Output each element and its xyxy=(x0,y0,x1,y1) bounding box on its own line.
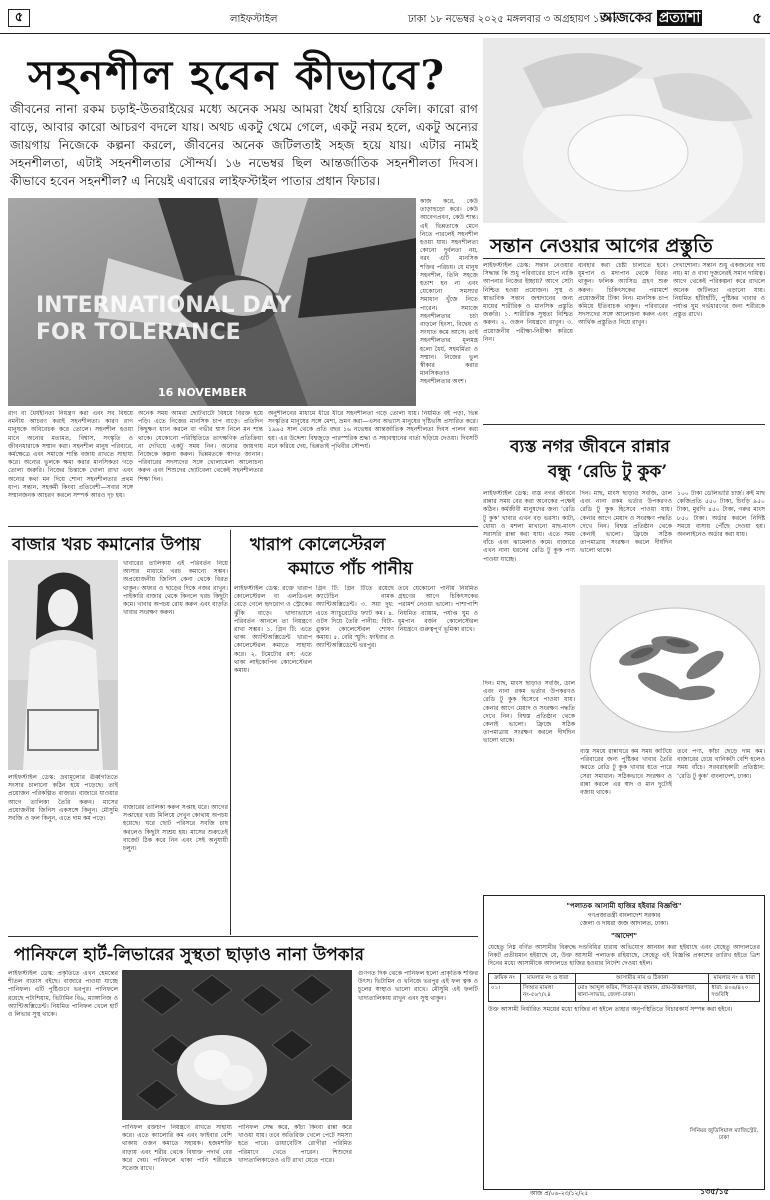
notice-signer: সিনিয়র জুডিসিয়াল ম্যাজিস্ট্রেট, ঢাকা xyxy=(689,1128,759,1141)
divider xyxy=(483,258,765,259)
logo-part-a: আজকের xyxy=(600,10,652,26)
pregnancy-image xyxy=(483,38,765,223)
image-date: 16 NOVEMBER xyxy=(158,386,247,399)
table-header-cell: ক্রমিক নং xyxy=(489,973,521,983)
tolerance-day-image xyxy=(8,198,416,406)
main-body-col-4: অনুশীলনের মাধ্যমে ধীরে ধীরে সহনশীলতা গড়ে তোলা যায়। নিয়মিত বই পড়া, ভিন্ন সংস্কৃতির মানুষের সঙ্গে মেশা, ভ্রমণ করা—এসব অভ্যাস মানুষের দৃষ্টিভঙ্গি প্রসারিত করে। ১৯৯৫ সাল থেকে প্রতি বছর ১৬ নভেম্বর আন্তর্জাতিক সহনশীলতা দিবস পালন করা হয়। এর উদ্দেশ্য বিশ্বজুড়ে পারস্পরিক শ্রদ্ধা ও সহাবস্থানের বার্তা ছড়িয়ে দেওয়া। দিবসটি মনে করিয়ে দেয়, ভিন্নতাই পৃথিবীর সৌন্দর্য। xyxy=(268,410,478,450)
pregnant-belly-illustration xyxy=(483,38,765,223)
divider xyxy=(483,424,765,425)
panifol-headline: পানিফলে হার্ট-লিভারের সুস্থতা ছাড়াও নানা উপকার xyxy=(14,945,364,965)
ready-cook-fish-image xyxy=(580,585,765,745)
image-caption-line-1: INTERNATIONAL DAY xyxy=(36,293,292,318)
notice-title: "পলাতক আসামী হাজির হইবার বিজ্ঞপ্তি" xyxy=(566,902,682,910)
main-body-col-2: অনেক সময় আমরা ছোটখাটো বিষয়ে বিরক্ত হয়ে পড়ি। এতে নিজের মানসিক চাপ বাড়ে। প্রতিদিন কিছুক্ষণ ধ্যান করলে বা গভীর শ্বাস নিলে মন শান্ত থাকে। যেকোনো পরিস্থিতিতে তাৎক্ষণিক প্রতিক্রিয়া না দেখিয়ে একটু সময় নিন। অন্যের জায়গায় নিজেকে কল্পনা করুন। ভিন্নমতকে স্বাগত জানান। পরিবারের সদস্যদের সঙ্গে খোলামেলা আলোচনা করুন এবং শিশুদের ছোটবেলা থেকেই সহনশীলতার শিক্ষা দিন। xyxy=(138,410,263,483)
notice-body: যেহেতু নিম্ন বর্ণিত আসামীর বিরুদ্ধে দণ্ডবিধির ধারায় অভিযোগ আনয়ন করা হইয়াছে এবং যেহেতু আদালতের নিকট প্রতীয়মান হইয়াছে যে, উক্ত আসামী পলাতক রহিয়াছে, সেহেতু এই বিজ্ঞপ্তি প্রকাশের তারিখ হইতে ত্রিশ দিনের মধ্যে আসামীকে আদালতে হাজির হওয়ার নির্দেশ দেওয়া হইল। xyxy=(488,944,760,968)
cholesterol-body-col-2: গ্রিন টি: গ্রিন টিতে রয়েছে ক্যাটেচিন নামক অ্যান্টিঅক্সিডেন্ট। ৩. সয়া দুধ: এতে স্যাচুরেটেড ফ্যাট কম। ৪. ওটস দিয়ে তৈরি পানীয়: বিটা-গ্লুকান কোলেস্টেরল শোষণ কমায়। ৫. বেরি স্মুদি: ফাইবার ও অ্যান্টিঅক্সিডেন্টে ভরপুর। xyxy=(316,585,394,650)
ready-cook-headline-1: ব্যস্ত নগর জীবনে রান্নার xyxy=(510,437,670,457)
panifol-body-col-4: গুণগত দিক থেকে পানিফল হলো প্রাকৃতিক শক্তির উৎস। ভিটামিন ও খনিজে ভরপুর এই ফল ত্বক ও চুলের স্বাস্থ্যও ভালো রাখে। মৌসুমি এই ফলটি খাদ্যতালিকায় রাখুন এবং সুস্থ থাকুন। xyxy=(358,970,478,1002)
ready-cook-headline-2: বন্ধু ‘রেডি টু কুক’ xyxy=(548,462,668,482)
main-body-col-3: কাজ করে, কেউ তাড়াহুড়ো করে। কেউ আবেগপ্রবণ, কেউ শান্ত। এই ভিন্নতাকে মেনে নিতে পারলেই সহনশীল হওয়া যায়। সহনশীলতা কোনো দুর্বলতা নয়, বরং এটি মানসিক শক্তির পরিচয়। যে মানুষ সহনশীল, তিনি সহজে হতাশ হন না এবং যেকোনো সমস্যার সমাধান খুঁজে নিতে পারেন। সমাজে সহনশীলতার চর্চা বাড়লে হিংসা, বিদ্বেষ ও সংঘাত কমে আসে। তাই সহনশীলতার মূলমন্ত্র হলো ধৈর্য, সহমর্মিতা ও সম্মান। নিজের ভুল স্বীকার করার মানসিকতাও সহনশীলতার অংশ। xyxy=(420,198,478,386)
ready-cook-body-col-5: তবে পণ্য, কাঁচা ছেড়ে দাম কম। বাজারের চেয়ে খানিকটা বেশি হলেও সময় বাঁচে। সরবরাহকারী প্রতিষ্ঠান: ‘রেডি টু কুক’ বাংলাদেশ, ঢাকা। xyxy=(677,748,765,780)
notice-line-2: জেলা ও দায়রা জজ আদালত, ঢাকা। xyxy=(579,920,669,927)
panifol-body-col-2: পানিফল রক্তচাপ নিয়ন্ত্রণে রাখতে সাহায্য করে। এতে ক্যালোরি কম এবং ফাইবার বেশি থাকায় ওজন কমাতে সহায়ক। হজমশক্তি বাড়ায় এবং শরীর থেকে বিষাক্ত পদার্থ বের করে দেয়। পানিফলে থাকা পানি শরীরকে সতেজ রাখে। xyxy=(122,1124,232,1173)
image-caption-line-2: FOR TOLERANCE xyxy=(36,320,241,345)
ready-cook-body-col-2: দিন। মাছ, মাংস ছাড়াও সবজি, ডাল এবং নানা রকম ভর্তার উপকরণও রেডি টু কুক হিসেবে পাওয়া যায়। কেনার আগে মেয়াদ ও সংরক্ষণ পদ্ধতি দেখে নিন। বিশ্বস্ত প্রতিষ্ঠান থেকে কেনাই ভালো। ফ্রিজে সঠিক তাপমাত্রায় সংরক্ষণ করলে দীর্ঘদিন ভালো থাকে। xyxy=(580,490,672,555)
notice-table xyxy=(488,973,760,1002)
bazar-headline: বাজার খরচ কমানোর উপায় xyxy=(12,535,201,555)
ready-cook-body-col-1: লাইফস্টাইল ডেস্ক: ব্যস্ত নগর জীবনে রান্নার সময় বের করা অনেকের পক্ষেই কঠিন। কর্মজীবী মানুষদের জন্য ‘রেডি টু কুক’ খাবার এখন বড় ভরসা। কাটা, ধোয়া ও মশলা মাখানো মাছ-মাংস সরাসরি রান্না করা যায়। এতে সময় বাঁচে এবং ঝামেলাও কমে। বাজারে এখন নানা ধরনের রেডি টু কুক পণ্য পাওয়া যাচ্ছে। xyxy=(483,490,575,563)
dateline: ঢাকা ১৮ নভেম্বর ২০২৫ মঙ্গলবার ৩ অগ্রহায়ণ ১৪৩২ xyxy=(408,14,619,25)
main-body-col-1: রাগ বা ধৈর্যহীনতা নিয়ন্ত্রণ করা এবং সব বিষয়ে নমনীয় আচরণ করাই সহনশীলতা। কারণ রাগ মানুষকে অবিবেচক করে তোলে। সহনশীল হওয়া মানে অন্যের মতামত, বিশ্বাস, সংস্কৃতি ও জীবনধারাকে সম্মান করা। সহনশীল মানুষ পরিবারে, কর্মক্ষেত্রে এবং সমাজে শান্তি বজায় রাখতে সাহায্য করে। অন্যের ভুলকে ক্ষমা করার মানসিকতা গড়ে তোলা জরুরি। নিজের চিন্তাকে খোলা রাখা এবং অন্যের কথা মন দিয়ে শোনা সহনশীলতার প্রথম ধাপ। সন্তান, সহকর্মী কিংবা প্রতিবেশী—সবার সঙ্গে সম্মানজনক আচরণ করলে সম্পর্ক আরও দৃঢ় হয়। xyxy=(8,410,133,500)
notice-code: আজ প্র/০৬-২৩/১২/২৫ xyxy=(530,1190,589,1197)
cholesterol-body-col-1: লাইফস্টাইল ডেস্ক: রক্তে খারাপ কোলেস্টেরল বা এলডিএল বেড়ে গেলে হৃদরোগ ও স্ট্রোকের ঝুঁকি বাড়ে। খাদ্যাভ্যাসে পরিবর্তন আনলে তা নিয়ন্ত্রণে রাখা সম্ভব। ১. গ্রিন টি: এতে থাকা অ্যান্টিঅক্সিডেন্ট খারাপ কোলেস্টেরল কমাতে সাহায্য করে। ২. টমেটোর রস: এতে থাকা লাইকোপিন কোলেস্টেরল কমায়। xyxy=(234,585,312,675)
table-header-cell: আসামীর নাম ও ঠিকানা xyxy=(575,973,709,983)
pregnancy-body-col-1: লাইফস্টাইল ডেস্ক: সন্তান নেওয়ার সিদ্ধান্ত কি শুধু পরিবারের চাপে নাকি আপনার নিজের ইচ্ছায়? আগে সেটা নিশ্চিত হওয়া প্রয়োজন। সুস্থ ও স্বাভাবিক সন্তান জন্মদানের জন্য মায়ের শারীরিক ও মানসিক প্রস্তুতি জরুরি। ১. শারীরিক সুস্থতা নিশ্চিত করুন। ২. ওজন নিয়ন্ত্রণে রাখুন। ৩. প্রয়োজনীয় পরীক্ষা-নিরীক্ষা করিয়ে নিন। xyxy=(483,262,573,343)
bazar-body-col-3: বাজারের তালিকা করুন সপ্তাহ ধরে। আগের সপ্তাহের খরচ মিলিয়ে দেখুন কোথায় অপচয় হয়েছে। ঘরে ছোট পরিসরে সবজি চাষ করলেও কিছুটা সাশ্রয় হয়। মাসের শুরুতেই বাজেট ঠিক করে নিন এবং সেই অনুযায়ী চলুন। xyxy=(123,804,228,853)
table-row xyxy=(489,984,760,1002)
panifol-image xyxy=(122,970,352,1120)
table-header-row xyxy=(489,973,760,983)
main-headline: সহনশীল হবেন কীভাবে? xyxy=(28,52,446,99)
pregnancy-body-col-2: ব্যবহার করা চেষ্টা চালাতে হবে। ধূমপান ও মদ্যপান থেকে বিরত থাকুন। ফলিক অ্যাসিড গ্রহণ শুরু করুন। চিকিৎসকের পরামর্শে প্রয়োজনীয় টিকা নিন। মানসিক চাপ কমিয়ে ইতিবাচক থাকুন। পরিবারের সদস্যদের সঙ্গে আলোচনা করুন এবং আর্থিক প্রস্তুতিও নিয়ে রাখুন। xyxy=(578,262,668,327)
table-cell: সিআর মামলা নং-৫৬৭/২৪ xyxy=(521,984,576,1002)
cholesterol-body-col-3: তবে যেকোনো পানীয় নিয়মিত গ্রহণের আগে চিকিৎসকের পরামর্শ নেওয়া ভালো। পাশাপাশি নিয়মিত ব্যায়াম, পর্যাপ্ত ঘুম ও ধূমপান বর্জন কোলেস্টেরল নিয়ন্ত্রণে গুরুত্বপূর্ণ ভূমিকা রাখে। xyxy=(398,585,478,634)
pregnancy-body-col-3: দেখাশোনা। সন্তান শুধু একজনের দায় নয়। মা ও বাবা দুজনেরই সমান দায়িত্ব। আগে থেকেই পরিকল্পনা করে রাখলে অনেক জটিলতা এড়ানো যায়। নিয়মিত হাঁটাহাঁটি, পুষ্টিকর খাবার ও পর্যাপ্ত ঘুম গর্ভধারণের জন্য শরীরকে প্রস্তুত রাখে। xyxy=(673,262,765,319)
cholesterol-headline-2: কমাতে পাঁচ পানীয় xyxy=(288,559,413,579)
court-notice xyxy=(483,895,765,1190)
main-lead: জীবনের নানা রকম চড়াই-উতরাইয়ের মধ্যে অনেক সময় আমরা ধৈর্য হারিয়ে ফেলি। কারো রাগ বাড়ে, আবার কারো আচরণ বদলে যায়। অথচ একটু থেমে গেলে, একটু নরম হলে, একটু অন্যের জায়গায় নিজেকে কল্পনা করলে, জীবনের অনেক জটিলতাই সহজ হয়ে যায়। এটার নামই সহনশীলতা, এটাই সহনশীলতার সৌন্দর্য। ১৬ নভেম্বর ছিল আন্তর্জাতিক সহনশীলতা দিবস। কীভাবে হবেন সহনশীল? এ নিয়েই এবারের লাইফস্টাইল পাতার প্রধান ফিচার। xyxy=(10,102,478,188)
masthead-logo xyxy=(600,6,702,30)
divider xyxy=(8,526,478,527)
column-divider xyxy=(230,530,231,935)
ready-cook-body-col-1b: দিন। মাছ, মাংস ছাড়াও সবজি, ডাল এবং নানা রকম ভর্তার উপকরণও রেডি টু কুক হিসেবে পাওয়া যায়। কেনার আগে মেয়াদ ও সংরক্ষণ পদ্ধতি দেখে নিন। বিশ্বস্ত প্রতিষ্ঠান থেকে কেনাই ভালো। ফ্রিজে সঠিক তাপমাত্রায় সংরক্ষণ করলে দীর্ঘদিন ভালো থাকে। xyxy=(483,680,575,745)
cholesterol-headline-1: খারাপ কোলেস্টেরল xyxy=(250,535,386,555)
notice-line-1: গণপ্রজাতন্ত্রী বাংলাদেশ সরকার xyxy=(587,912,661,919)
page-number-right: ৫ xyxy=(752,9,762,27)
panifol-body-col-3: পানিফল সেদ্ধ করে, কাঁচা কিংবা রান্না করে খাওয়া যায়। তবে অতিরিক্ত খেলে পেটে সমস্যা হতে পারে। ডায়াবেটিস রোগীরা পরিমিত পরিমাণে খেতে পারেন। শিশুদের খাদ্যতালিকাতেও এটি রাখা যেতে পারে। xyxy=(238,1124,352,1164)
ready-cook-body-col-4: ব্যস্ত সময়ে রান্নাঘরে কম সময় কাটিয়ে পরিবারের জন্য পুষ্টিকর খাবার তৈরি করতে রেডি টু কুক খাবার হতে পারে সেরা সমাধান। সঠিকভাবে সংরক্ষণ ও রান্না করলে এর স্বাদ ও মান দুটোই বজায় থাকে। xyxy=(580,748,672,797)
table-header-cell: মামলার নং ও ধারা xyxy=(521,973,576,983)
page-header xyxy=(0,0,770,34)
bazar-body-col-2: খাবারের তালিকায় এই পরিবর্তন নিয়ে আসার মাধ্যমে খরচ কমানো সম্ভব। অপ্রয়োজনীয় জিনিস কেনা থেকে বিরত থাকুন। অফার ও ছাড়ের দিকে নজর রাখুন। পাইকারি বাজার থেকে কিনলে খরচ কিছুটা কমে। খাবার অপচয় রোধ করুন এবং বাড়তি খাবার সংরক্ষণ করুন। xyxy=(123,560,228,617)
divider xyxy=(8,936,478,937)
table-cell: ০১। xyxy=(489,984,521,1002)
table-cell: ধারা: ৪০৬/৪২০ দণ্ডবিধি xyxy=(709,984,760,1002)
notice-footer: উক্ত আসামী নির্ধারিত সময়ের মধ্যে হাজির না হইলে তাহার অনুপস্থিতিতে বিচারকার্য সম্পন্ন করা হইবে। xyxy=(488,1005,733,1013)
fish-plate-illustration xyxy=(580,585,765,745)
logo-part-b: প্রত্যাশা xyxy=(658,10,701,26)
bazar-woman-image xyxy=(8,560,118,770)
page-code: ১৩৫/১৫ xyxy=(700,1187,729,1196)
section-name: লাইফস্টাইল xyxy=(230,14,278,25)
panifol-body-col-1: লাইফস্টাইল ডেস্ক: প্রকৃতিতে এখন হেমন্তের শীতল বাতাস বইছে। বাজারে পাওয়া যাচ্ছে পানিফল। এটি পুষ্টিগুণে ভরপুর। পানিফলে রয়েছে পটাশিয়াম, ভিটামিন বি৬, ম্যাঙ্গানিজ ও অ্যান্টিঅক্সিডেন্ট। নিয়মিত পানিফল খেলে হার্ট ও লিভার সুস্থ থাকে। xyxy=(8,970,118,1019)
bazar-body-col-1: লাইফস্টাইল ডেস্ক: দ্রব্যমূল্যের ঊর্ধ্বগতিতে সংসার চালানো কঠিন হয়ে পড়েছে। তাই প্রয়োজন পরিকল্পিত বাজার। বাজারে যাওয়ার আগে তালিকা তৈরি করুন। মাসের প্রয়োজনীয় জিনিস একসঙ্গে কিনুন। মৌসুমি সবজি ও ফল কিনুন, এতে দাম কম পড়ে। xyxy=(8,774,118,823)
page-number-left: ৫ xyxy=(8,9,30,27)
ready-cook-body-col-3: ১০০ টাকা ডেলিভারি চার্জ। রুই মাছ কেজিপ্রতি ৫৫০ টাকা, চিংড়ি ৯৫০ টাকা, মুরগি ৪৫০ টাকা, গরুর মাংস ৮৫০ টাকা। অর্ডার করলে নির্দিষ্ট সময়ে বাসায় পৌঁছে দেওয়া হয়। অনলাইনেও অর্ডার করা যায়। xyxy=(677,490,765,539)
table-cell: মোঃ আব্দুল করিম, পিতা-মৃত রহমান, গ্রাম-উত্তরপাড়া, থানা-সাভার, জেলা-ঢাকা। xyxy=(575,984,709,1002)
water-chestnut-illustration xyxy=(122,970,352,1120)
notice-order: "আদেশ" xyxy=(610,932,638,940)
table-header-cell: মামলার নং ও ধারা xyxy=(709,973,760,983)
pregnancy-headline: সন্তান নেওয়ার আগের প্রস্তুতি xyxy=(490,235,713,257)
shopping-woman-illustration xyxy=(8,560,118,770)
